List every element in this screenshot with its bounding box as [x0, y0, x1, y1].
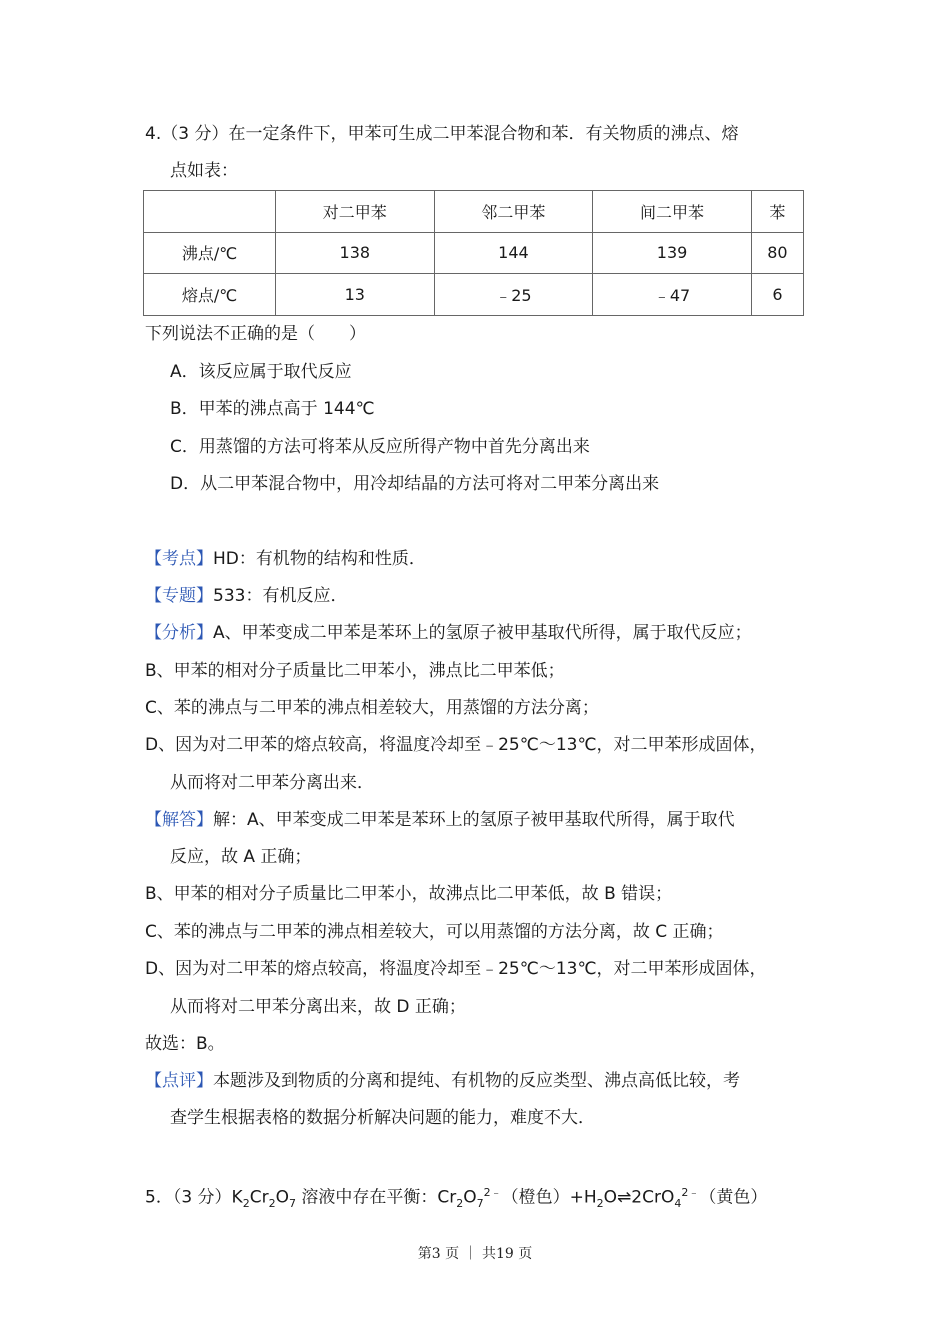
table-cell: 6 [751, 274, 803, 316]
subscript: 7 [288, 1197, 296, 1211]
table-cell: ﹣25 [434, 274, 593, 316]
dianping-line1 [145, 1070, 740, 1092]
jieda-line5: D、因为对二甲苯的熔点较高，将温度冷却至﹣25℃～13℃，对二甲苯形成固体， [145, 959, 767, 979]
subscript: 2 [268, 1197, 276, 1211]
q4-question: 下列说法不正确的是（ ） [145, 324, 366, 344]
zhuanti-line [145, 585, 347, 607]
page-footer: 第3 页 ｜ 共19 页 [417, 1246, 533, 1262]
jieda-line3: B、甲苯的相对分子质量比二甲苯小，故沸点比二甲苯低，故 B 错误； [145, 884, 673, 904]
dianping-tag: 【点评】 [145, 1071, 213, 1091]
superscript: 2﹣ [681, 1186, 700, 1199]
answer-line: 故选：B。 [145, 1034, 225, 1054]
table-cell: ﹣47 [593, 274, 752, 316]
table-cell: 144 [434, 232, 593, 274]
subscript: 2 [456, 1197, 464, 1211]
subscript: 4 [674, 1197, 682, 1211]
table-cell: 沸点/℃ [144, 232, 276, 274]
fenxi-line5: 从而将对二甲苯分离出来． [170, 773, 374, 793]
formula-k: K [231, 1187, 243, 1208]
q4-option-d: D．从二甲苯混合物中，用冷却结晶的方法可将对二甲苯分离出来 [170, 474, 660, 494]
fenxi-text: A、甲苯变成二甲苯是苯环上的氢原子被甲基取代所得，属于取代反应； [213, 623, 752, 643]
q5-stem [145, 1182, 767, 1215]
q5-text: （黄色） [699, 1187, 768, 1208]
table-header-row [144, 191, 804, 233]
table-cell: 80 [751, 232, 803, 274]
jieda-text: 解：A、甲苯变成二甲苯是苯环上的氢原子被甲基取代所得，属于取代 [213, 810, 735, 830]
q4-option-b: B．甲苯的沸点高于 144℃ [170, 399, 375, 419]
fenxi-line2: B、甲苯的相对分子质量比二甲苯小，沸点比二甲苯低； [145, 661, 565, 681]
dianping-line2: 查学生根据表格的数据分析解决问题的能力，难度不大． [170, 1108, 595, 1128]
table-cell: 苯 [751, 191, 803, 233]
properties-table [143, 190, 804, 316]
table-cell: 邻二甲苯 [434, 191, 593, 233]
kaodian-line [145, 548, 426, 570]
fenxi-line4: D、因为对二甲苯的熔点较高，将温度冷却至﹣25℃～13℃，对二甲苯形成固体， [145, 735, 767, 755]
dianping-text: 本题涉及到物质的分离和提纯、有机物的反应类型、沸点高低比较，考 [213, 1071, 740, 1091]
fenxi-line1 [145, 622, 752, 644]
fenxi-line3: C、苯的沸点与二甲苯的沸点相差较大，用蒸馏的方法分离； [145, 698, 599, 718]
table-cell [144, 191, 276, 233]
table-cell: 13 [276, 274, 435, 316]
zhuanti-tag: 【专题】 [145, 586, 213, 606]
table-cell: 间二甲苯 [593, 191, 752, 233]
formula-cr: Cr [437, 1187, 457, 1208]
jieda-line1 [145, 809, 735, 831]
q5-text: O⇌2CrO [603, 1187, 675, 1208]
q4-option-a: A．该反应属于取代反应 [170, 362, 352, 382]
jieda-line2: 反应，故 A 正确； [170, 847, 312, 867]
table-cell: 对二甲苯 [276, 191, 435, 233]
subscript: 2 [596, 1197, 604, 1211]
q4-stem-line1: 4.（3 分）在一定条件下，甲苯可生成二甲苯混合物和苯．有关物质的沸点、熔 [145, 124, 739, 144]
table-row [144, 232, 804, 274]
subscript: 2 [242, 1197, 250, 1211]
table-cell: 138 [276, 232, 435, 274]
q4-stem-line2: 点如表： [170, 161, 238, 181]
table-cell: 熔点/℃ [144, 274, 276, 316]
kaodian-tag: 【考点】 [145, 549, 213, 569]
kaodian-text: HD：有机物的结构和性质． [213, 549, 426, 569]
q5-prefix: 5．（3 分） [145, 1187, 232, 1208]
formula-o: O [275, 1187, 289, 1208]
subscript: 7 [476, 1197, 484, 1211]
zhuanti-text: 533：有机反应． [213, 586, 348, 606]
formula-cr: Cr [249, 1187, 269, 1208]
formula-o: O [463, 1187, 477, 1208]
q5-text: （橙色）+H [501, 1187, 597, 1208]
superscript: 2﹣ [483, 1186, 502, 1199]
jieda-tag: 【解答】 [145, 810, 213, 830]
fenxi-tag: 【分析】 [145, 623, 213, 643]
jieda-line6: 从而将对二甲苯分离出来，故 D 正确； [170, 997, 466, 1017]
q5-text: 溶液中存在平衡： [295, 1187, 438, 1208]
table-cell: 139 [593, 232, 752, 274]
jieda-line4: C、苯的沸点与二甲苯的沸点相差较大，可以用蒸馏的方法分离，故 C 正确； [145, 922, 724, 942]
q4-option-c: C．用蒸馏的方法可将苯从反应所得产物中首先分离出来 [170, 437, 590, 457]
table-row [144, 274, 804, 316]
